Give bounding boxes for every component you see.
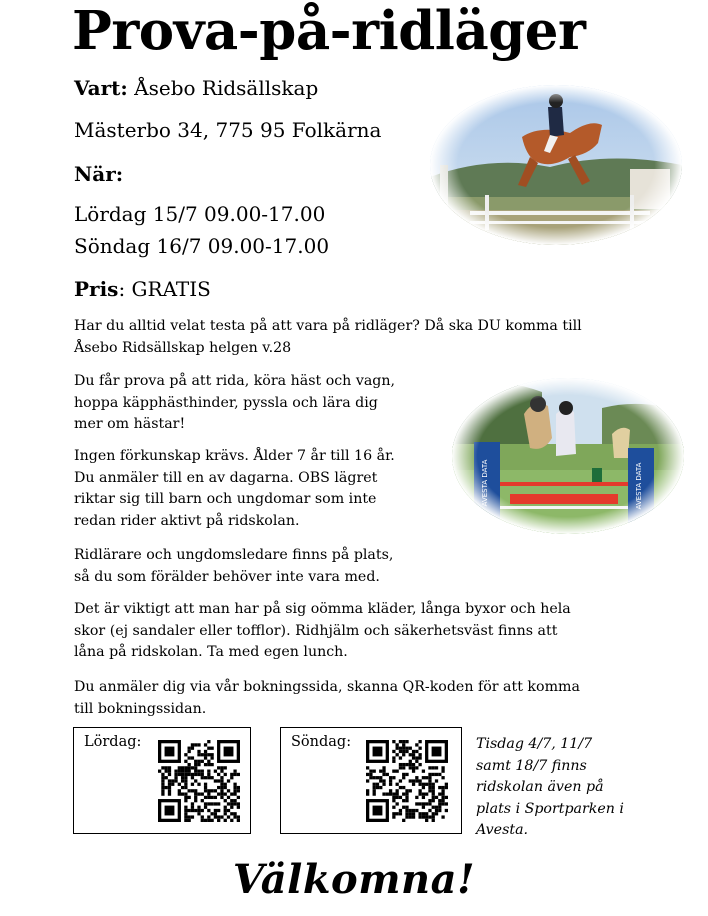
paragraph-staff: Ridlärare och ungdomsledare finns på plats, så du som förälder behöver inte vara med. <box>74 547 394 585</box>
paragraph-activities: Du får prova på att rida, köra häst och vagn, hoppa käpphästhinder, pyssla och lära dig mer om hästar! <box>74 373 396 432</box>
paragraph-clothing: Det är viktigt att man har på sig oömma kläder, långa byxor och hela skor (ej sandaler eller tofflor). Ridhjälm och säkerhetsväst finns att låna på ridskolan. Ta med egen lunch. <box>74 601 571 660</box>
location-value: Åsebo Ridsällskap <box>127 76 319 100</box>
paragraph-requirements: Ingen förkunskap krävs. Ålder 7 år till 16 år. Du anmäler till en av dagarna. OBS lägret riktar sig till barn och ungdomar som inte redan rider aktivt på ridskolan. <box>74 448 395 529</box>
when-label: När: <box>74 162 124 186</box>
paragraph-intro: Har du alltid velat testa på att vara på ridläger? Då ska DU komma till Åsebo Ridsällskap helgen v.28 <box>74 318 582 356</box>
price-label: Pris <box>74 277 119 301</box>
qr-code-sunday[interactable] <box>366 740 448 822</box>
qr-box-sunday <box>280 727 462 834</box>
sportparken-note: Tisdag 4/7, 11/7 samt 18/7 finns ridskolan även på plats i Sportparken i Avesta. <box>476 736 624 838</box>
date-sunday: Söndag 16/7 09.00-17.00 <box>74 234 330 258</box>
price-line <box>74 277 211 301</box>
qr-label-saturday: Lördag: <box>84 734 142 750</box>
welcome-heading: Välkomna! <box>232 856 476 903</box>
hobby-horse-photo <box>452 378 684 534</box>
qr-box-saturday <box>73 727 251 834</box>
date-saturday: Lördag 15/7 09.00-17.00 <box>74 202 326 226</box>
paragraph-booking: Du anmäler dig via vår bokningssida, skanna QR-koden för att komma till bokningssidan. <box>74 679 580 717</box>
price-value: : GRATIS <box>118 277 211 301</box>
qr-label-sunday: Söndag: <box>291 734 352 750</box>
location-line <box>74 76 318 100</box>
show-jumping-photo <box>430 85 682 245</box>
address-line: Mästerbo 34, 775 95 Folkärna <box>74 118 382 142</box>
qr-code-saturday[interactable] <box>158 740 240 822</box>
poster-title: Prova-på-ridläger <box>72 0 586 62</box>
location-label: Vart: <box>74 76 128 100</box>
